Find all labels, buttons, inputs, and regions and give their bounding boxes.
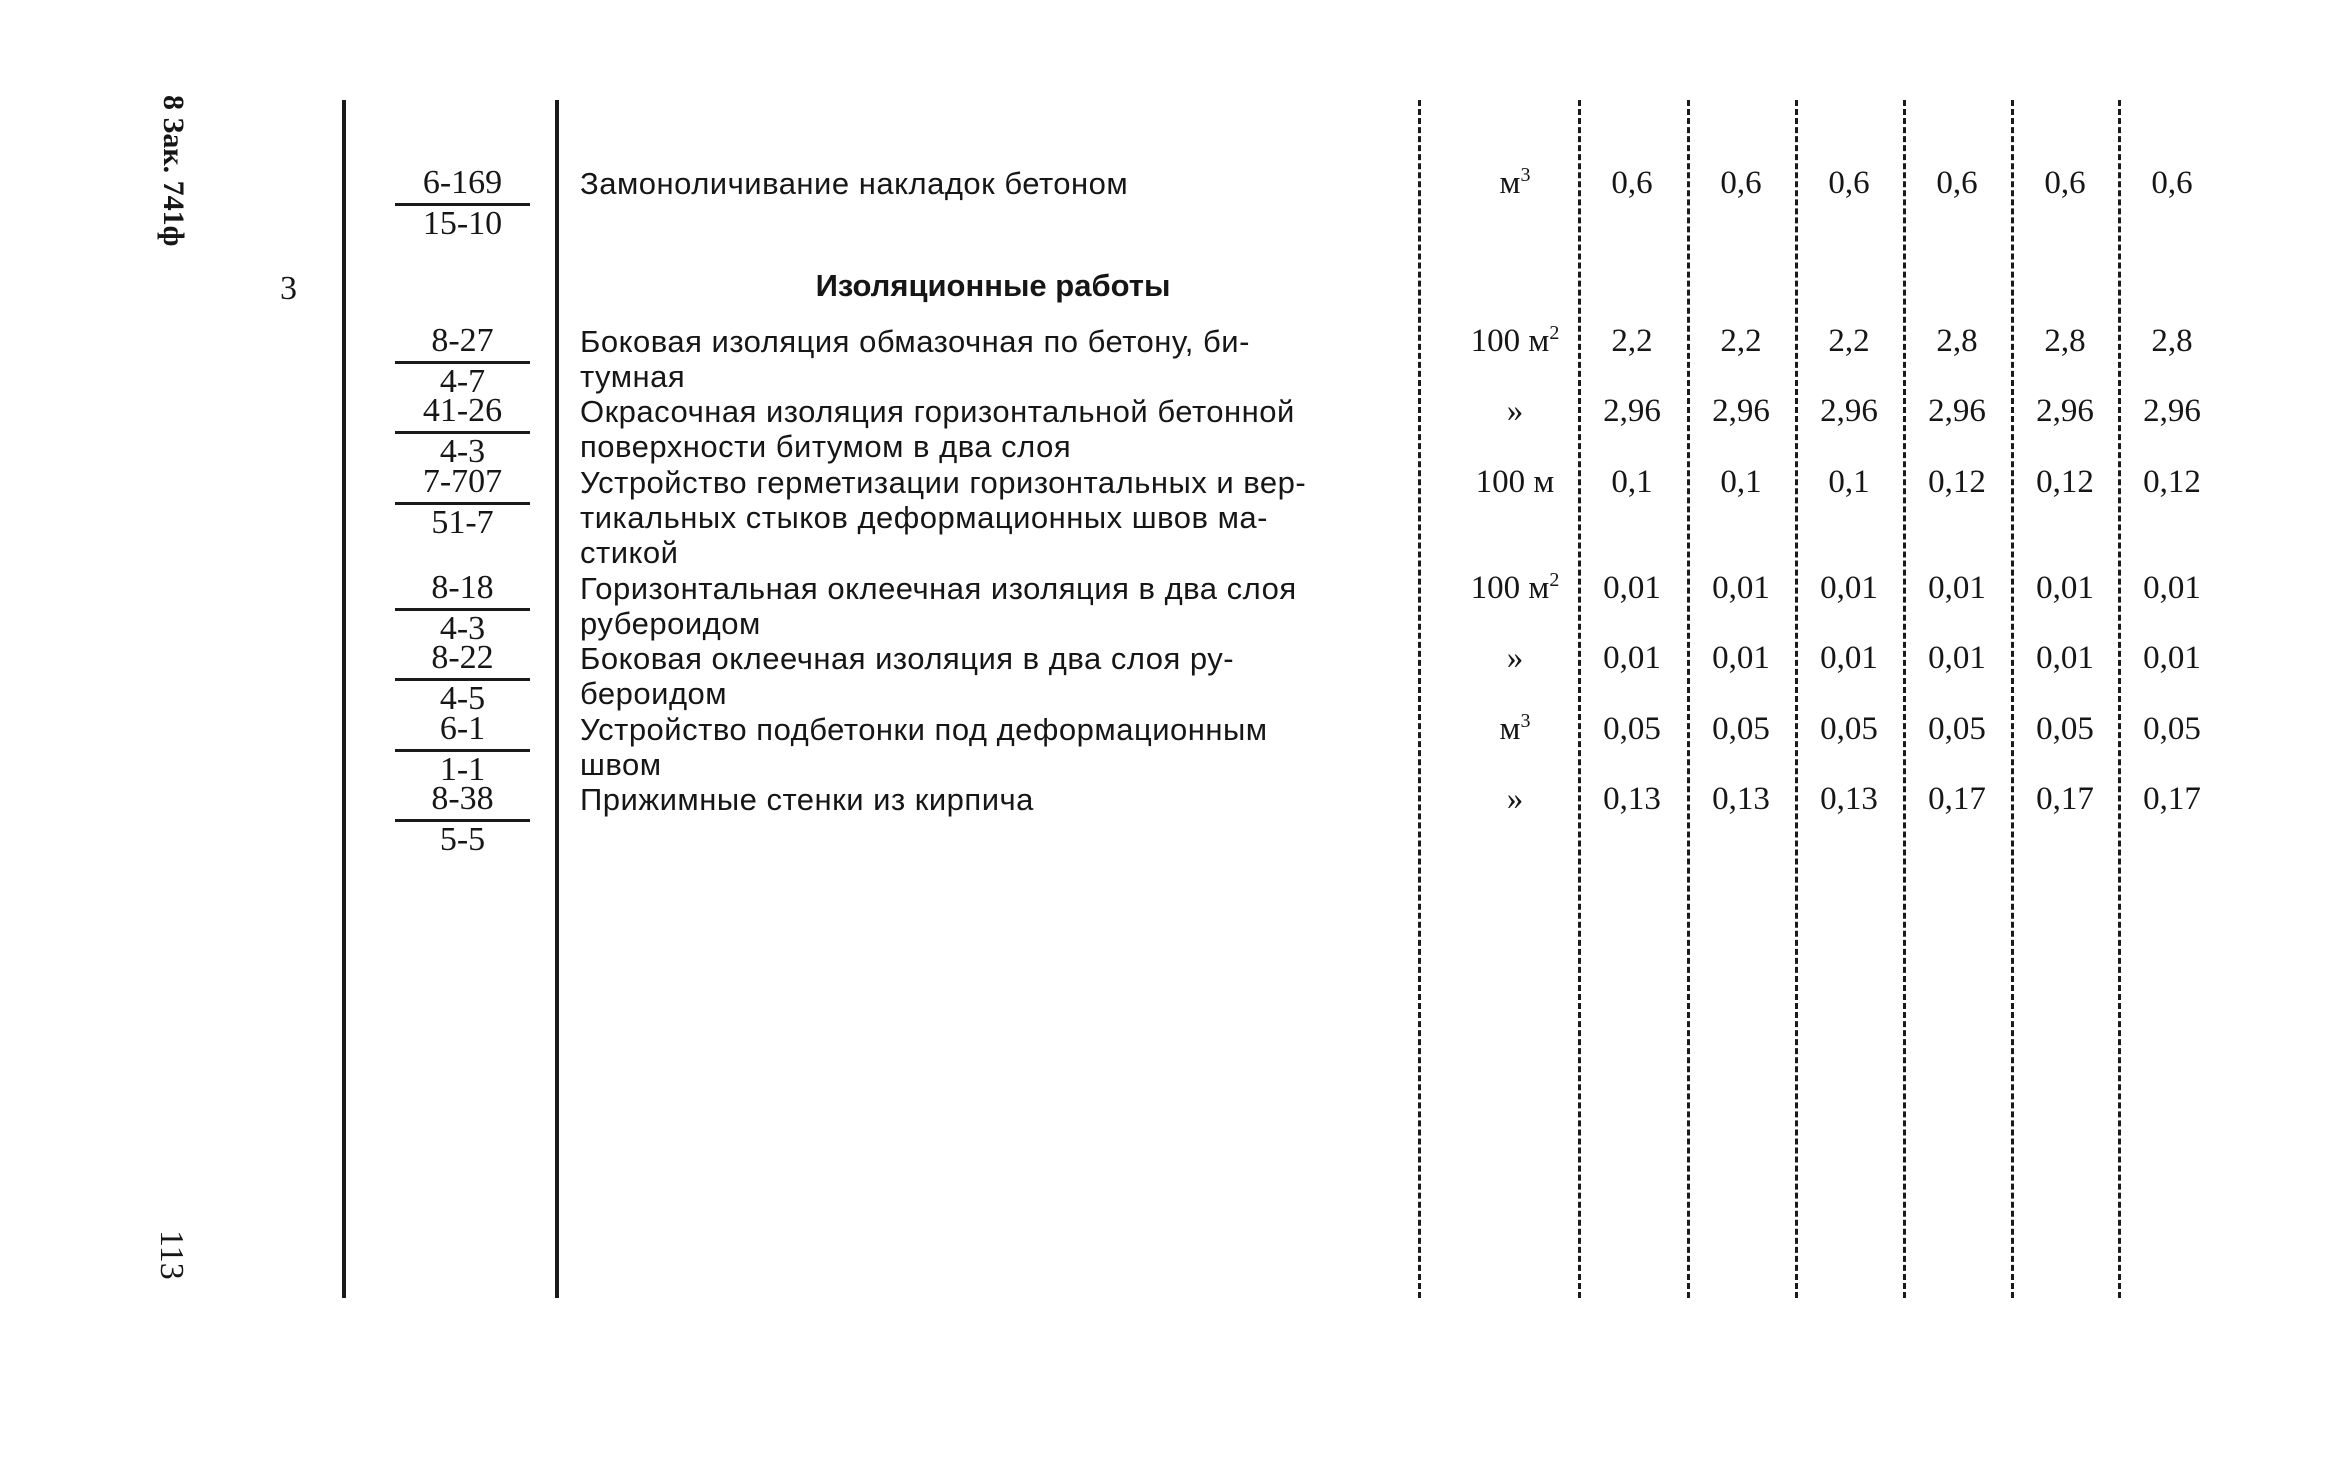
- value-cell: 0,6: [2151, 165, 2193, 201]
- value-cell: 0,6: [2044, 165, 2086, 201]
- work-description: Боковая оклеечная изоляция в два слоя ру- бероидом: [580, 641, 1235, 711]
- value-cell: 0,01: [1928, 640, 1986, 676]
- value-cell: 0,01: [2036, 570, 2094, 606]
- unit: $м^3$: [1499, 164, 1531, 201]
- value-cell: 0,17: [2143, 781, 2201, 817]
- value-cell: 2,8: [1936, 323, 1978, 359]
- value-cell: 0,1: [1720, 464, 1762, 500]
- norm-code: 8-18 4-3: [395, 571, 530, 646]
- value-cell: 0,01: [2143, 640, 2201, 676]
- value-cell: 2,96: [1820, 393, 1878, 429]
- value-cell: 0,01: [1820, 570, 1878, 606]
- work-description: Боковая изоляция обмазочная по бетону, би- тумная: [580, 324, 1250, 394]
- value-cell: 0,01: [1603, 640, 1661, 676]
- norm-code: 8-22 4-5: [395, 641, 530, 716]
- value-cell: 2,96: [1603, 393, 1661, 429]
- norm-code: 41-26 4-3: [395, 394, 530, 469]
- norm-code: 6-169 15-10: [395, 166, 530, 241]
- value-cell: 0,01: [1712, 640, 1770, 676]
- work-description: Окрасочная изоляция горизонтальной бетонной поверхности битумом в два слоя: [580, 394, 1295, 464]
- value-cell: 0,01: [1928, 570, 1986, 606]
- value-cell: 0,17: [2036, 781, 2094, 817]
- unit: $м^3$: [1499, 710, 1531, 747]
- work-description: Устройство подбетонки под деформационным швом: [580, 712, 1268, 782]
- norm-code: 8-27 4-7: [395, 324, 530, 399]
- section-heading: Изоляционные работы: [815, 268, 1171, 303]
- value-cell: 0,17: [1928, 781, 1986, 817]
- value-cell: 2,2: [1720, 323, 1762, 359]
- value-cell: 0,12: [2143, 464, 2201, 500]
- value-cell: 0,01: [2036, 640, 2094, 676]
- value-cell: 0,13: [1712, 781, 1770, 817]
- value-cell: 2,96: [2143, 393, 2201, 429]
- norm-code: 8-38 5-5: [395, 782, 530, 857]
- value-cell: 0,6: [1720, 165, 1762, 201]
- work-description: Прижимные стенки из кирпича: [580, 782, 1034, 817]
- norm-code: 7-707 51-7: [395, 465, 530, 540]
- value-cell: 0,01: [1603, 570, 1661, 606]
- value-cell: 0,01: [2143, 570, 2201, 606]
- value-cell: 0,1: [1828, 464, 1870, 500]
- unit: 100 м: [1475, 464, 1555, 500]
- value-cell: 2,2: [1611, 323, 1653, 359]
- work-description: Устройство герметизации горизонтальных и вер- тикальных стыков деформационных швов ма- стикой: [580, 465, 1307, 570]
- work-description: Горизонтальная оклеечная изоляция в два слоя рубероидом: [580, 571, 1297, 641]
- value-cell: 0,05: [1928, 711, 1986, 747]
- value-cell: 0,6: [1936, 165, 1978, 201]
- value-cell: 0,6: [1611, 165, 1653, 201]
- value-cell: 2,8: [2044, 323, 2086, 359]
- order-note: 8 Зак. 741ф: [157, 95, 190, 247]
- value-cell: 0,01: [1820, 640, 1878, 676]
- value-cell: 0,6: [1828, 165, 1870, 201]
- unit: »: [1506, 393, 1524, 429]
- value-cell: 0,13: [1820, 781, 1878, 817]
- value-cell: 0,05: [2143, 711, 2201, 747]
- value-cell: 0,05: [1820, 711, 1878, 747]
- value-cell: 0,05: [2036, 711, 2094, 747]
- page-number: 113: [153, 1230, 190, 1280]
- value-cell: 2,8: [2151, 323, 2193, 359]
- unit: »: [1506, 640, 1524, 676]
- value-cell: 0,12: [1928, 464, 1986, 500]
- unit: 100 $м^2$: [1470, 322, 1560, 359]
- work-description: Замоноличивание накладок бетоном: [580, 166, 1129, 201]
- value-cell: 0,1: [1611, 464, 1653, 500]
- value-cell: 0,05: [1603, 711, 1661, 747]
- value-cell: 0,12: [2036, 464, 2094, 500]
- value-cell: 2,96: [1712, 393, 1770, 429]
- value-cell: 2,2: [1828, 323, 1870, 359]
- value-cell: 0,01: [1712, 570, 1770, 606]
- value-cell: 0,13: [1603, 781, 1661, 817]
- section-number: 3: [280, 270, 297, 307]
- value-cell: 2,96: [2036, 393, 2094, 429]
- unit: 100 $м^2$: [1470, 569, 1560, 606]
- unit: »: [1506, 781, 1524, 817]
- value-cell: 2,96: [1928, 393, 1986, 429]
- norm-code: 6-1 1-1: [395, 712, 530, 787]
- value-cell: 0,05: [1712, 711, 1770, 747]
